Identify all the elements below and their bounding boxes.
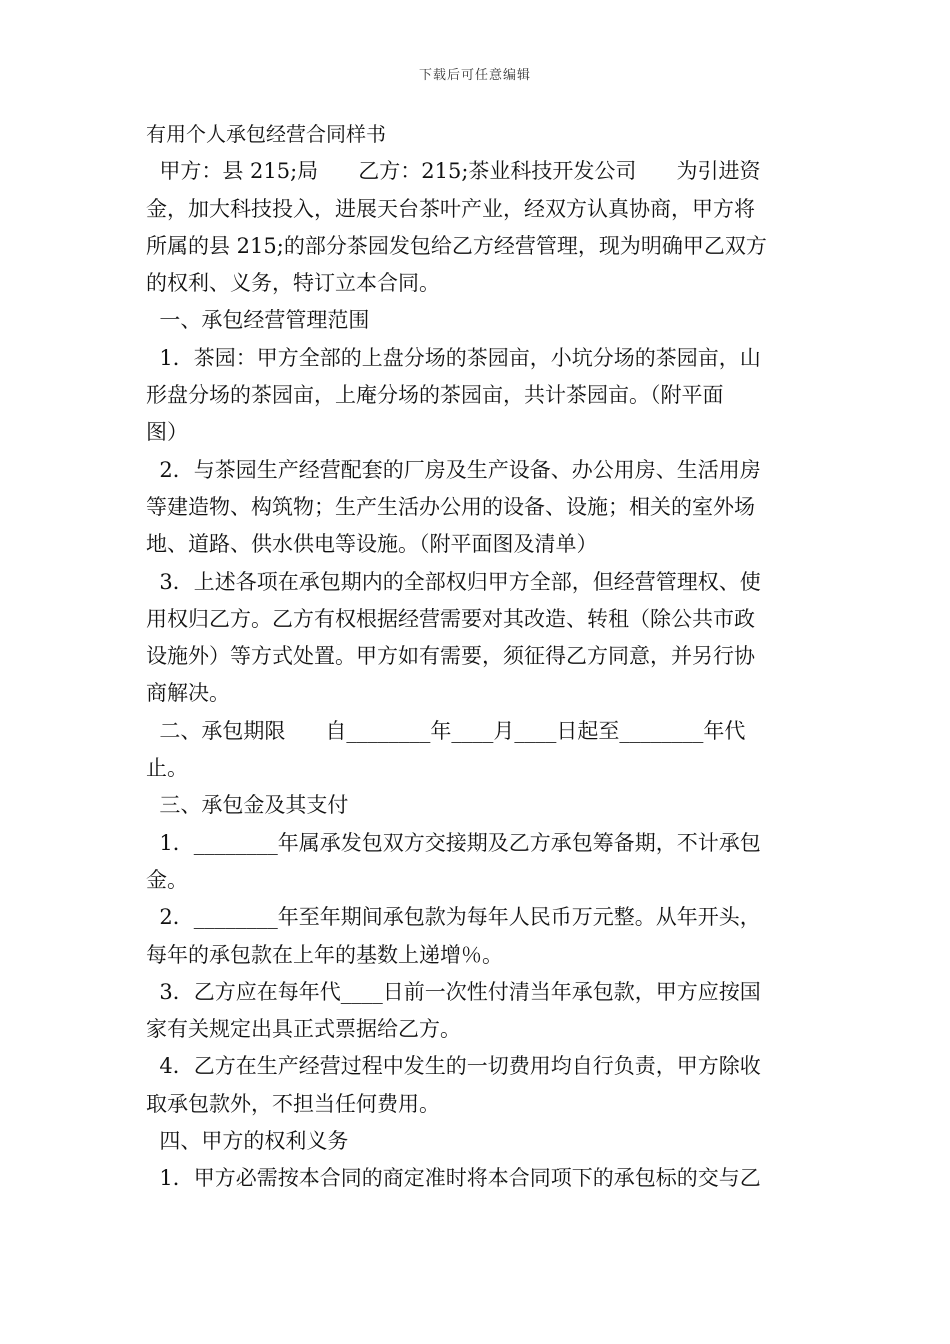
paragraph-line: 商解决。 (146, 681, 230, 706)
paragraph-line: 形盘分场的茶园亩，上庵分场的茶园亩，共计茶园亩。（附平面 (146, 383, 724, 408)
section-heading: 一、承包经营管理范围 (146, 308, 370, 333)
section-heading: 二、承包期限 自________年____月____日起至________年代 (146, 718, 746, 743)
section-heading: 四、甲方的权利义务 (146, 1129, 349, 1154)
paragraph-line: 地、道路、供水供电等设施。（附平面图及清单） (146, 532, 598, 557)
paragraph-line: 3．乙方应在每年代____日前一次性付清当年承包款，甲方应按国 (146, 979, 761, 1004)
paragraph-line: 用权归乙方。乙方有权根据经营需要对其改造、转租（除公共市政 (146, 606, 755, 631)
paragraph-line: 设施外）等方式处置。甲方如有需要，须征得乙方同意，并另行协 (146, 644, 755, 669)
paragraph-line: 止。 (146, 756, 188, 781)
document-title: 有用个人承包经营合同样书 (146, 122, 386, 146)
paragraph-line: 每年的承包款在上年的基数上递增％。 (146, 942, 503, 967)
paragraph-line: 2．与茶园生产经营配套的厂房及生产设备、办公用房、生活用房 (146, 457, 761, 482)
page-header-note: 下载后可任意编辑 (418, 68, 531, 83)
paragraph-line: 甲方：县 215;局 乙方：215;茶业科技开发公司 为引进资 (146, 159, 761, 184)
paragraph-line: 家有关规定出具正式票据给乙方。 (146, 1017, 461, 1042)
paragraph-line: 金，加大科技投入，进展天台茶叶产业，经双方认真协商，甲方将 (146, 196, 755, 221)
paragraph-line: 1．甲方必需按本合同的商定准时将本合同项下的承包标的交与乙 (146, 1166, 761, 1191)
document-body (146, 116, 806, 1198)
paragraph-line: 所属的县 215;的部分茶园发包给乙方经营管理，现为明确甲乙双方 (146, 233, 767, 258)
paragraph-line: 1．________年属承发包双方交接期及乙方承包筹备期，不计承包 (146, 830, 761, 855)
paragraph-line: 金。 (146, 867, 188, 892)
paragraph-line: 等建造物、构筑物；生产生活办公用的设备、设施；相关的室外场 (146, 494, 755, 519)
paragraph-line: 4．乙方在生产经营过程中发生的一切费用均自行负责，甲方除收 (146, 1054, 761, 1079)
paragraph-line: 2．________年至年期间承包款为每年人民币万元整。从年开头， (146, 905, 761, 930)
section-heading: 三、承包金及其支付 (146, 793, 349, 818)
paragraph-line: 3．上述各项在承包期内的全部权归甲方全部，但经营管理权、使 (146, 569, 761, 594)
paragraph-line: 的权利、义务，特订立本合同。 (146, 271, 440, 296)
paragraph-line: 取承包款外，不担当任何费用。 (146, 1091, 440, 1116)
paragraph-line: 图） (146, 420, 188, 445)
paragraph-line: 1．茶园：甲方全部的上盘分场的茶园亩，小坑分场的茶园亩，山 (146, 345, 761, 370)
